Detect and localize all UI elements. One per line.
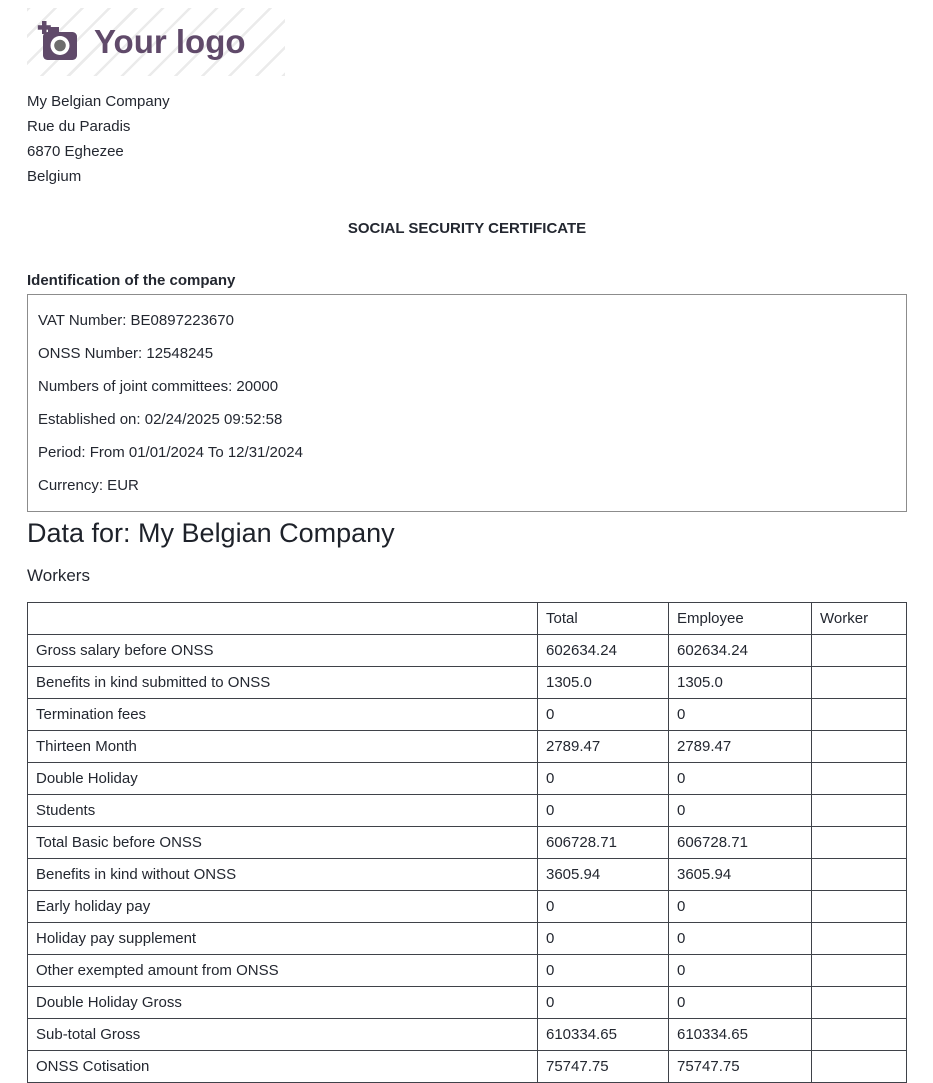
worker-cell [812, 987, 907, 1019]
identification-box [27, 294, 907, 512]
identification-heading: Identification of the company [27, 272, 236, 289]
worker-cell [812, 1051, 907, 1083]
employee-cell: 0 [669, 795, 812, 827]
row-label-header [28, 603, 538, 635]
total-cell: 0 [538, 987, 669, 1019]
identification-line: Period: From 01/01/2024 To 12/31/2024 [38, 444, 303, 461]
total-cell: 0 [538, 795, 669, 827]
total-cell: 0 [538, 891, 669, 923]
company-country: Belgium [27, 168, 82, 185]
table-row [28, 635, 907, 667]
identification-line: VAT Number: BE0897223670 [38, 312, 234, 329]
total-cell: 3605.94 [538, 859, 669, 891]
workers-heading: Workers [27, 566, 90, 585]
employee-cell: 0 [669, 763, 812, 795]
worker-cell [812, 763, 907, 795]
table-row [28, 667, 907, 699]
identification-line: Numbers of joint committees: 20000 [38, 378, 279, 395]
workers-table [27, 602, 907, 1083]
employee-cell: 610334.65 [669, 1019, 812, 1051]
employee-cell: 606728.71 [669, 827, 812, 859]
table-row [28, 1019, 907, 1051]
company-logo [27, 8, 285, 76]
worker-cell [812, 795, 907, 827]
worker-cell [812, 923, 907, 955]
employee-cell: 0 [669, 891, 812, 923]
employee-cell: 602634.24 [669, 635, 812, 667]
table-row [28, 1051, 907, 1083]
document-title: SOCIAL SECURITY CERTIFICATE [347, 220, 587, 237]
company-name: My Belgian Company [27, 93, 170, 110]
employee-cell: 0 [669, 923, 812, 955]
total-cell: 602634.24 [538, 635, 669, 667]
employee-header: Employee [669, 603, 812, 635]
row-label-cell: Double Holiday [28, 763, 538, 795]
row-label-cell: Benefits in kind submitted to ONSS [28, 667, 538, 699]
total-cell: 606728.71 [538, 827, 669, 859]
worker-cell [812, 635, 907, 667]
total-cell: 0 [538, 955, 669, 987]
table-header-row [28, 603, 907, 635]
total-cell: 2789.47 [538, 731, 669, 763]
row-label-cell: Gross salary before ONSS [28, 635, 538, 667]
row-label-cell: Termination fees [28, 699, 538, 731]
identification-line: ONSS Number: 12548245 [38, 345, 214, 362]
row-label-cell: Double Holiday Gross [28, 987, 538, 1019]
worker-header: Worker [812, 603, 907, 635]
identification-line: Currency: EUR [38, 477, 139, 494]
table-row [28, 795, 907, 827]
row-label-cell: Total Basic before ONSS [28, 827, 538, 859]
employee-cell: 0 [669, 987, 812, 1019]
table-row [28, 827, 907, 859]
logo-text: Your logo [94, 23, 246, 60]
total-cell: 0 [538, 923, 669, 955]
company-address [27, 89, 907, 189]
row-label-cell: Early holiday pay [28, 891, 538, 923]
row-label-cell: Students [28, 795, 538, 827]
employee-cell: 2789.47 [669, 731, 812, 763]
total-cell: 610334.65 [538, 1019, 669, 1051]
worker-cell [812, 827, 907, 859]
table-row [28, 955, 907, 987]
row-label-cell: ONSS Cotisation [28, 1051, 538, 1083]
data-for-heading: Data for: My Belgian Company [27, 518, 395, 548]
employee-cell: 1305.0 [669, 667, 812, 699]
company-street: Rue du Paradis [27, 118, 131, 135]
identification-line: Established on: 02/24/2025 09:52:58 [38, 411, 283, 428]
worker-cell [812, 667, 907, 699]
row-label-cell: Other exempted amount from ONSS [28, 955, 538, 987]
camera-plus-icon [36, 19, 83, 65]
worker-cell [812, 1019, 907, 1051]
worker-cell [812, 731, 907, 763]
table-row [28, 731, 907, 763]
worker-cell [812, 699, 907, 731]
table-row [28, 699, 907, 731]
total-cell: 0 [538, 699, 669, 731]
total-cell: 75747.75 [538, 1051, 669, 1083]
table-row [28, 763, 907, 795]
total-cell: 1305.0 [538, 667, 669, 699]
table-row [28, 859, 907, 891]
table-row [28, 891, 907, 923]
total-header: Total [538, 603, 669, 635]
company-city: 6870 Eghezee [27, 143, 124, 160]
worker-cell [812, 859, 907, 891]
worker-cell [812, 891, 907, 923]
row-label-cell: Thirteen Month [28, 731, 538, 763]
table-row [28, 923, 907, 955]
worker-cell [812, 955, 907, 987]
row-label-cell: Holiday pay supplement [28, 923, 538, 955]
employee-cell: 75747.75 [669, 1051, 812, 1083]
employee-cell: 3605.94 [669, 859, 812, 891]
row-label-cell: Benefits in kind without ONSS [28, 859, 538, 891]
employee-cell: 0 [669, 955, 812, 987]
total-cell: 0 [538, 763, 669, 795]
row-label-cell: Sub-total Gross [28, 1019, 538, 1051]
table-row [28, 987, 907, 1019]
employee-cell: 0 [669, 699, 812, 731]
